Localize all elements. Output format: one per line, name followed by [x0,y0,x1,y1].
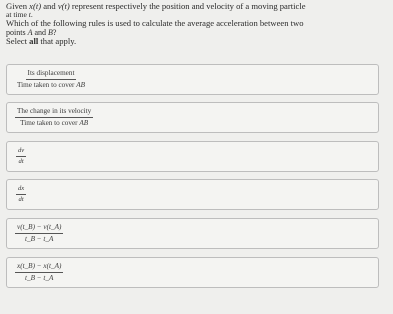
fraction-denominator: t_B − t_A [24,235,54,243]
option-fraction [15,69,87,90]
option-velocity-change-over-time[interactable] [6,102,379,133]
option-dx-dt[interactable] [6,179,379,210]
fraction-numerator: The change in its velocity [15,107,93,118]
select-instruction: Select all that apply. [6,36,77,47]
fraction-numerator: v(t_B) − v(t_A) [15,223,63,234]
option-displacement-over-time[interactable] [6,64,379,95]
question-text [6,2,386,47]
fraction-denominator: Time taken to cover AB [20,119,89,127]
fraction-denominator: dt [18,158,24,165]
option-fraction [15,107,93,128]
option-fraction [16,147,26,166]
question-line-3: Which of the following rules is used to calculate the average acceleration between two [6,18,304,29]
question-line-1: Given x(t) and v(t) represent respectively the position and velocity of a moving particle [6,1,306,11]
fraction-numerator: Its displacement [26,69,77,80]
option-dv-dt[interactable] [6,141,379,172]
fraction-numerator: x(t_B) − x(t_A) [15,262,63,273]
fraction-denominator: Time taken to cover AB [17,81,86,89]
option-position-difference-over-time-difference[interactable] [6,257,379,288]
fraction-numerator: dx [16,185,26,195]
fraction-denominator: t_B − t_A [24,274,54,282]
fraction-numerator: dv [16,147,26,157]
option-velocity-difference-over-time-difference[interactable] [6,218,379,249]
question-line-4: points A and B? [6,27,57,37]
option-fraction [16,185,26,204]
option-fraction [15,262,63,283]
option-fraction [15,223,63,244]
question-line-2: at time t. [6,10,33,20]
fraction-denominator: dt [18,196,24,203]
